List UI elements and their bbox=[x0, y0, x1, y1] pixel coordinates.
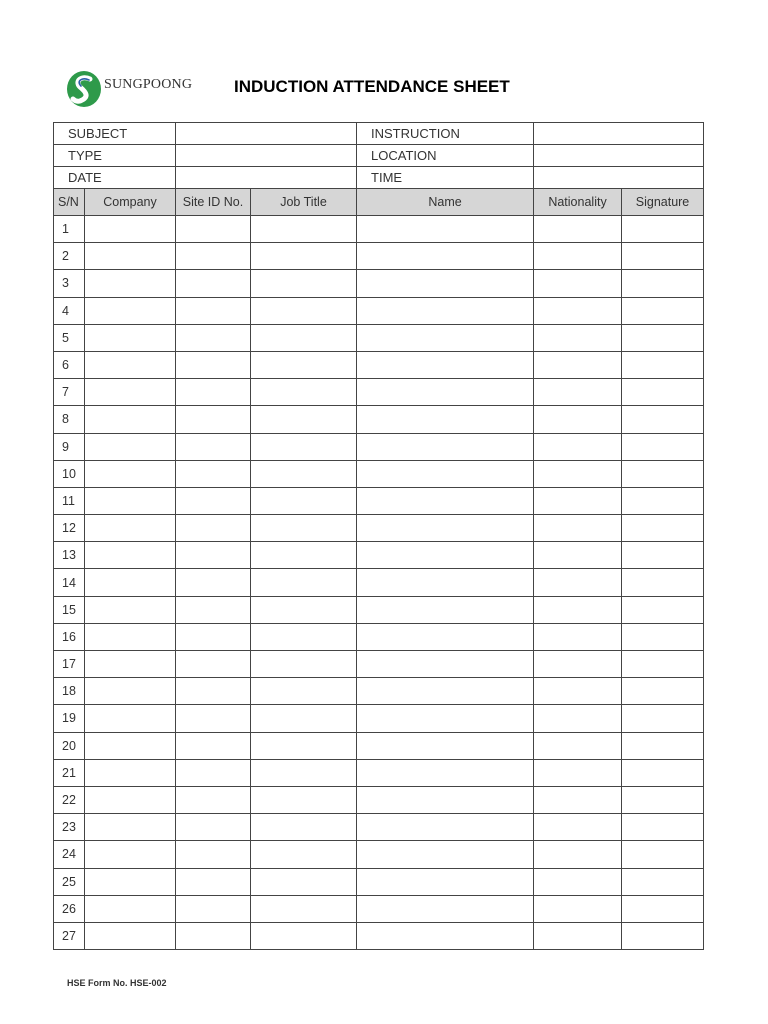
row-number: 18 bbox=[54, 678, 85, 705]
site-id-cell[interactable] bbox=[176, 297, 251, 324]
signature-cell[interactable] bbox=[622, 732, 704, 759]
job-title-cell[interactable] bbox=[251, 270, 357, 297]
job-title-cell[interactable] bbox=[251, 324, 357, 351]
company-cell[interactable] bbox=[85, 895, 176, 922]
site-id-cell[interactable] bbox=[176, 324, 251, 351]
signature-cell[interactable] bbox=[622, 569, 704, 596]
row-number: 13 bbox=[54, 542, 85, 569]
table-row bbox=[54, 786, 704, 813]
signature-cell[interactable] bbox=[622, 651, 704, 678]
job-title-cell[interactable] bbox=[251, 569, 357, 596]
job-title-cell[interactable] bbox=[251, 243, 357, 270]
nationality-cell[interactable] bbox=[534, 270, 622, 297]
row-number: 14 bbox=[54, 569, 85, 596]
location-label: LOCATION bbox=[357, 145, 534, 167]
name-cell[interactable] bbox=[357, 895, 534, 922]
signature-cell[interactable] bbox=[622, 895, 704, 922]
site-id-cell[interactable] bbox=[176, 868, 251, 895]
site-id-cell[interactable] bbox=[176, 786, 251, 813]
signature-cell[interactable] bbox=[622, 623, 704, 650]
table-row bbox=[54, 569, 704, 596]
nationality-cell[interactable] bbox=[534, 243, 622, 270]
nationality-cell[interactable] bbox=[534, 324, 622, 351]
nationality-cell[interactable] bbox=[534, 433, 622, 460]
table-row bbox=[54, 406, 704, 433]
company-cell[interactable] bbox=[85, 732, 176, 759]
form-number: HSE Form No. HSE-002 bbox=[67, 978, 167, 988]
name-cell[interactable] bbox=[357, 651, 534, 678]
nationality-cell[interactable] bbox=[534, 596, 622, 623]
nationality-cell[interactable] bbox=[534, 487, 622, 514]
site-id-cell[interactable] bbox=[176, 814, 251, 841]
col-header-signature: Signature bbox=[622, 189, 704, 216]
site-id-cell[interactable] bbox=[176, 243, 251, 270]
signature-cell[interactable] bbox=[622, 515, 704, 542]
signature-cell[interactable] bbox=[622, 297, 704, 324]
site-id-cell[interactable] bbox=[176, 623, 251, 650]
row-number: 9 bbox=[54, 433, 85, 460]
nationality-cell[interactable] bbox=[534, 732, 622, 759]
company-cell[interactable] bbox=[85, 651, 176, 678]
row-number: 19 bbox=[54, 705, 85, 732]
company-cell[interactable] bbox=[85, 786, 176, 813]
signature-cell[interactable] bbox=[622, 596, 704, 623]
column-header-row bbox=[54, 189, 704, 216]
site-id-cell[interactable] bbox=[176, 569, 251, 596]
signature-cell[interactable] bbox=[622, 868, 704, 895]
table-row bbox=[54, 841, 704, 868]
row-number: 8 bbox=[54, 406, 85, 433]
company-cell[interactable] bbox=[85, 243, 176, 270]
row-number: 24 bbox=[54, 841, 85, 868]
signature-cell[interactable] bbox=[622, 243, 704, 270]
name-cell[interactable] bbox=[357, 515, 534, 542]
company-cell[interactable] bbox=[85, 542, 176, 569]
info-row-type bbox=[54, 145, 704, 167]
instruction-label: INSTRUCTION bbox=[357, 123, 534, 145]
nationality-cell[interactable] bbox=[534, 379, 622, 406]
site-id-cell[interactable] bbox=[176, 460, 251, 487]
signature-cell[interactable] bbox=[622, 841, 704, 868]
company-cell[interactable] bbox=[85, 569, 176, 596]
table-row bbox=[54, 895, 704, 922]
site-id-cell[interactable] bbox=[176, 542, 251, 569]
name-cell[interactable] bbox=[357, 786, 534, 813]
attendance-table bbox=[53, 122, 704, 950]
signature-cell[interactable] bbox=[622, 379, 704, 406]
subject-field[interactable] bbox=[176, 123, 357, 145]
signature-cell[interactable] bbox=[622, 324, 704, 351]
name-cell[interactable] bbox=[357, 324, 534, 351]
nationality-cell[interactable] bbox=[534, 297, 622, 324]
table-row bbox=[54, 705, 704, 732]
company-cell[interactable] bbox=[85, 270, 176, 297]
signature-cell[interactable] bbox=[622, 705, 704, 732]
company-logo bbox=[66, 68, 196, 112]
table-row bbox=[54, 243, 704, 270]
name-cell[interactable] bbox=[357, 759, 534, 786]
job-title-cell[interactable] bbox=[251, 759, 357, 786]
table-row bbox=[54, 270, 704, 297]
company-cell[interactable] bbox=[85, 487, 176, 514]
table-row bbox=[54, 623, 704, 650]
job-title-cell[interactable] bbox=[251, 216, 357, 243]
site-id-cell[interactable] bbox=[176, 515, 251, 542]
name-cell[interactable] bbox=[357, 351, 534, 378]
nationality-cell[interactable] bbox=[534, 542, 622, 569]
info-row-date bbox=[54, 167, 704, 189]
signature-cell[interactable] bbox=[622, 433, 704, 460]
instruction-field[interactable] bbox=[534, 123, 704, 145]
table-row bbox=[54, 351, 704, 378]
table-row bbox=[54, 922, 704, 949]
name-cell[interactable] bbox=[357, 814, 534, 841]
nationality-cell[interactable] bbox=[534, 623, 622, 650]
location-field[interactable] bbox=[534, 145, 704, 167]
company-cell[interactable] bbox=[85, 216, 176, 243]
company-cell[interactable] bbox=[85, 297, 176, 324]
job-title-cell[interactable] bbox=[251, 623, 357, 650]
row-number: 12 bbox=[54, 515, 85, 542]
row-number: 21 bbox=[54, 759, 85, 786]
logo-text: SUNGPOONG bbox=[104, 77, 193, 92]
row-number: 7 bbox=[54, 379, 85, 406]
site-id-cell[interactable] bbox=[176, 841, 251, 868]
table-row bbox=[54, 651, 704, 678]
company-cell[interactable] bbox=[85, 841, 176, 868]
table-row bbox=[54, 542, 704, 569]
nationality-cell[interactable] bbox=[534, 460, 622, 487]
signature-cell[interactable] bbox=[622, 216, 704, 243]
nationality-cell[interactable] bbox=[534, 841, 622, 868]
job-title-cell[interactable] bbox=[251, 705, 357, 732]
company-cell[interactable] bbox=[85, 379, 176, 406]
name-cell[interactable] bbox=[357, 922, 534, 949]
nationality-cell[interactable] bbox=[534, 515, 622, 542]
job-title-cell[interactable] bbox=[251, 433, 357, 460]
row-number: 4 bbox=[54, 297, 85, 324]
name-cell[interactable] bbox=[357, 406, 534, 433]
name-cell[interactable] bbox=[357, 297, 534, 324]
site-id-cell[interactable] bbox=[176, 678, 251, 705]
job-title-cell[interactable] bbox=[251, 542, 357, 569]
table-row bbox=[54, 487, 704, 514]
name-cell[interactable] bbox=[357, 216, 534, 243]
row-number: 16 bbox=[54, 623, 85, 650]
name-cell[interactable] bbox=[357, 623, 534, 650]
site-id-cell[interactable] bbox=[176, 705, 251, 732]
col-header-name: Name bbox=[357, 189, 534, 216]
row-number: 15 bbox=[54, 596, 85, 623]
site-id-cell[interactable] bbox=[176, 651, 251, 678]
table-row bbox=[54, 433, 704, 460]
nationality-cell[interactable] bbox=[534, 216, 622, 243]
job-title-cell[interactable] bbox=[251, 678, 357, 705]
company-cell[interactable] bbox=[85, 460, 176, 487]
row-number: 26 bbox=[54, 895, 85, 922]
name-cell[interactable] bbox=[357, 542, 534, 569]
row-number: 27 bbox=[54, 922, 85, 949]
row-number: 1 bbox=[54, 216, 85, 243]
subject-label: SUBJECT bbox=[54, 123, 176, 145]
info-row-subject bbox=[54, 123, 704, 145]
nationality-cell[interactable] bbox=[534, 705, 622, 732]
signature-cell[interactable] bbox=[622, 542, 704, 569]
site-id-cell[interactable] bbox=[176, 351, 251, 378]
site-id-cell[interactable] bbox=[176, 216, 251, 243]
date-label: DATE bbox=[54, 167, 176, 189]
table-row bbox=[54, 868, 704, 895]
type-label: TYPE bbox=[54, 145, 176, 167]
job-title-cell[interactable] bbox=[251, 651, 357, 678]
company-cell[interactable] bbox=[85, 596, 176, 623]
name-cell[interactable] bbox=[357, 460, 534, 487]
signature-cell[interactable] bbox=[622, 460, 704, 487]
date-field[interactable] bbox=[176, 167, 357, 189]
company-cell[interactable] bbox=[85, 351, 176, 378]
row-number: 11 bbox=[54, 487, 85, 514]
table-row bbox=[54, 379, 704, 406]
name-cell[interactable] bbox=[357, 243, 534, 270]
company-cell[interactable] bbox=[85, 705, 176, 732]
site-id-cell[interactable] bbox=[176, 406, 251, 433]
name-cell[interactable] bbox=[357, 569, 534, 596]
job-title-cell[interactable] bbox=[251, 814, 357, 841]
company-cell[interactable] bbox=[85, 515, 176, 542]
job-title-cell[interactable] bbox=[251, 406, 357, 433]
name-cell[interactable] bbox=[357, 270, 534, 297]
row-number: 5 bbox=[54, 324, 85, 351]
company-cell[interactable] bbox=[85, 868, 176, 895]
site-id-cell[interactable] bbox=[176, 433, 251, 460]
signature-cell[interactable] bbox=[622, 922, 704, 949]
col-header-job-title: Job Title bbox=[251, 189, 357, 216]
company-cell[interactable] bbox=[85, 433, 176, 460]
sungpoong-logo-icon bbox=[66, 70, 102, 108]
company-cell[interactable] bbox=[85, 678, 176, 705]
nationality-cell[interactable] bbox=[534, 922, 622, 949]
signature-cell[interactable] bbox=[622, 786, 704, 813]
site-id-cell[interactable] bbox=[176, 922, 251, 949]
nationality-cell[interactable] bbox=[534, 569, 622, 596]
signature-cell[interactable] bbox=[622, 351, 704, 378]
row-number: 20 bbox=[54, 732, 85, 759]
site-id-cell[interactable] bbox=[176, 379, 251, 406]
job-title-cell[interactable] bbox=[251, 297, 357, 324]
site-id-cell[interactable] bbox=[176, 895, 251, 922]
job-title-cell[interactable] bbox=[251, 868, 357, 895]
nationality-cell[interactable] bbox=[534, 406, 622, 433]
table-row bbox=[54, 678, 704, 705]
nationality-cell[interactable] bbox=[534, 351, 622, 378]
nationality-cell[interactable] bbox=[534, 759, 622, 786]
nationality-cell[interactable] bbox=[534, 651, 622, 678]
name-cell[interactable] bbox=[357, 868, 534, 895]
job-title-cell[interactable] bbox=[251, 841, 357, 868]
name-cell[interactable] bbox=[357, 705, 534, 732]
row-number: 3 bbox=[54, 270, 85, 297]
table-row bbox=[54, 515, 704, 542]
row-number: 17 bbox=[54, 651, 85, 678]
job-title-cell[interactable] bbox=[251, 895, 357, 922]
page-title: INDUCTION ATTENDANCE SHEET bbox=[234, 77, 510, 96]
row-number: 25 bbox=[54, 868, 85, 895]
signature-cell[interactable] bbox=[622, 406, 704, 433]
job-title-cell[interactable] bbox=[251, 460, 357, 487]
name-cell[interactable] bbox=[357, 379, 534, 406]
site-id-cell[interactable] bbox=[176, 270, 251, 297]
name-cell[interactable] bbox=[357, 596, 534, 623]
time-field[interactable] bbox=[534, 167, 704, 189]
row-number: 6 bbox=[54, 351, 85, 378]
col-header-company: Company bbox=[85, 189, 176, 216]
table-row bbox=[54, 732, 704, 759]
site-id-cell[interactable] bbox=[176, 759, 251, 786]
name-cell[interactable] bbox=[357, 732, 534, 759]
table-row bbox=[54, 460, 704, 487]
site-id-cell[interactable] bbox=[176, 732, 251, 759]
col-header-sn: S/N bbox=[54, 189, 85, 216]
job-title-cell[interactable] bbox=[251, 351, 357, 378]
job-title-cell[interactable] bbox=[251, 922, 357, 949]
site-id-cell[interactable] bbox=[176, 487, 251, 514]
nationality-cell[interactable] bbox=[534, 895, 622, 922]
company-cell[interactable] bbox=[85, 623, 176, 650]
signature-cell[interactable] bbox=[622, 487, 704, 514]
table-row bbox=[54, 297, 704, 324]
job-title-cell[interactable] bbox=[251, 732, 357, 759]
company-cell[interactable] bbox=[85, 759, 176, 786]
table-row bbox=[54, 814, 704, 841]
time-label: TIME bbox=[357, 167, 534, 189]
company-cell[interactable] bbox=[85, 922, 176, 949]
nationality-cell[interactable] bbox=[534, 786, 622, 813]
job-title-cell[interactable] bbox=[251, 487, 357, 514]
col-header-nationality: Nationality bbox=[534, 189, 622, 216]
job-title-cell[interactable] bbox=[251, 786, 357, 813]
table-row bbox=[54, 596, 704, 623]
name-cell[interactable] bbox=[357, 433, 534, 460]
company-cell[interactable] bbox=[85, 406, 176, 433]
job-title-cell[interactable] bbox=[251, 379, 357, 406]
row-number: 23 bbox=[54, 814, 85, 841]
row-number: 22 bbox=[54, 786, 85, 813]
nationality-cell[interactable] bbox=[534, 814, 622, 841]
company-cell[interactable] bbox=[85, 324, 176, 351]
row-number: 2 bbox=[54, 243, 85, 270]
signature-cell[interactable] bbox=[622, 678, 704, 705]
job-title-cell[interactable] bbox=[251, 596, 357, 623]
name-cell[interactable] bbox=[357, 487, 534, 514]
signature-cell[interactable] bbox=[622, 270, 704, 297]
col-header-site-id: Site ID No. bbox=[176, 189, 251, 216]
nationality-cell[interactable] bbox=[534, 678, 622, 705]
name-cell[interactable] bbox=[357, 841, 534, 868]
nationality-cell[interactable] bbox=[534, 868, 622, 895]
signature-cell[interactable] bbox=[622, 759, 704, 786]
table-row bbox=[54, 216, 704, 243]
table-row bbox=[54, 324, 704, 351]
site-id-cell[interactable] bbox=[176, 596, 251, 623]
type-field[interactable] bbox=[176, 145, 357, 167]
name-cell[interactable] bbox=[357, 678, 534, 705]
job-title-cell[interactable] bbox=[251, 515, 357, 542]
table-row bbox=[54, 759, 704, 786]
signature-cell[interactable] bbox=[622, 814, 704, 841]
company-cell[interactable] bbox=[85, 814, 176, 841]
row-number: 10 bbox=[54, 460, 85, 487]
